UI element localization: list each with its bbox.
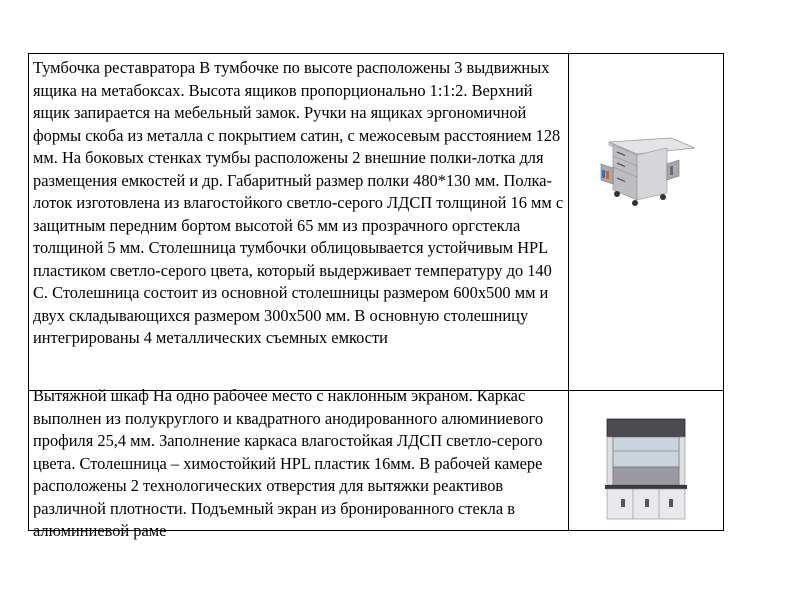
cabinet-description: Тумбочка реставратора В тумбочке по высоте расположены 3 выдвижных ящика на метабоксах. Высота ящиков пропорционально 1:1:2. Верхний ящик запирается на мебельный замок. Ручки на ящиках эргономичной формы скоба из металла с покрытием сатин, с межосевым расстоянием 128 мм. На боковых стенках тумбы расположены 2 внешние полки-лотка для размещения емкостей и др. Габаритный размер полки 480*130 мм. Полка-лоток изготовлена из влагостойкого светло-серого ЛДСП толщиной 16 мм с защитным передним бортом высотой 65 мм из прозрачного оргстекла толщиной 5 мм. Столешница тумбочки облицовывается устойчивым HPL пластиком светло-серого цвета, который выдерживает температуру до 140 С. Столешница состоит из основной столешницы размером 600х500 мм и двух складывающихся размером 300х500 мм. В основную столешницу интегрированы 4 металлических съемных емкости	[33, 58, 564, 347]
table-row	[29, 54, 723, 391]
fume-hood-description: Вытяжной шкаф На одно рабочее место с наклонным экраном. Каркас выполнен из полукруглого и квадратного анодированного алюминиевого профиля 25,4 мм. Заполнение каркаса влагостойкая ЛДСП светло-серого цвета. Столешница – химостойкий HPL пластик 16мм. В рабочей камере расположены 2 технологических отверстия для вытяжки реактивов различной плотности. Подъемный экран из бронированного стекла в алюминиевой раме	[33, 386, 544, 540]
product-table	[28, 53, 724, 540]
restorer-cabinet-photo-icon	[597, 128, 697, 218]
table-row	[29, 386, 723, 540]
description-cell	[29, 386, 569, 540]
fume-hood-photo-icon	[601, 413, 691, 523]
image-cell	[569, 391, 723, 530]
description-cell	[29, 54, 569, 390]
image-cell	[569, 54, 723, 390]
